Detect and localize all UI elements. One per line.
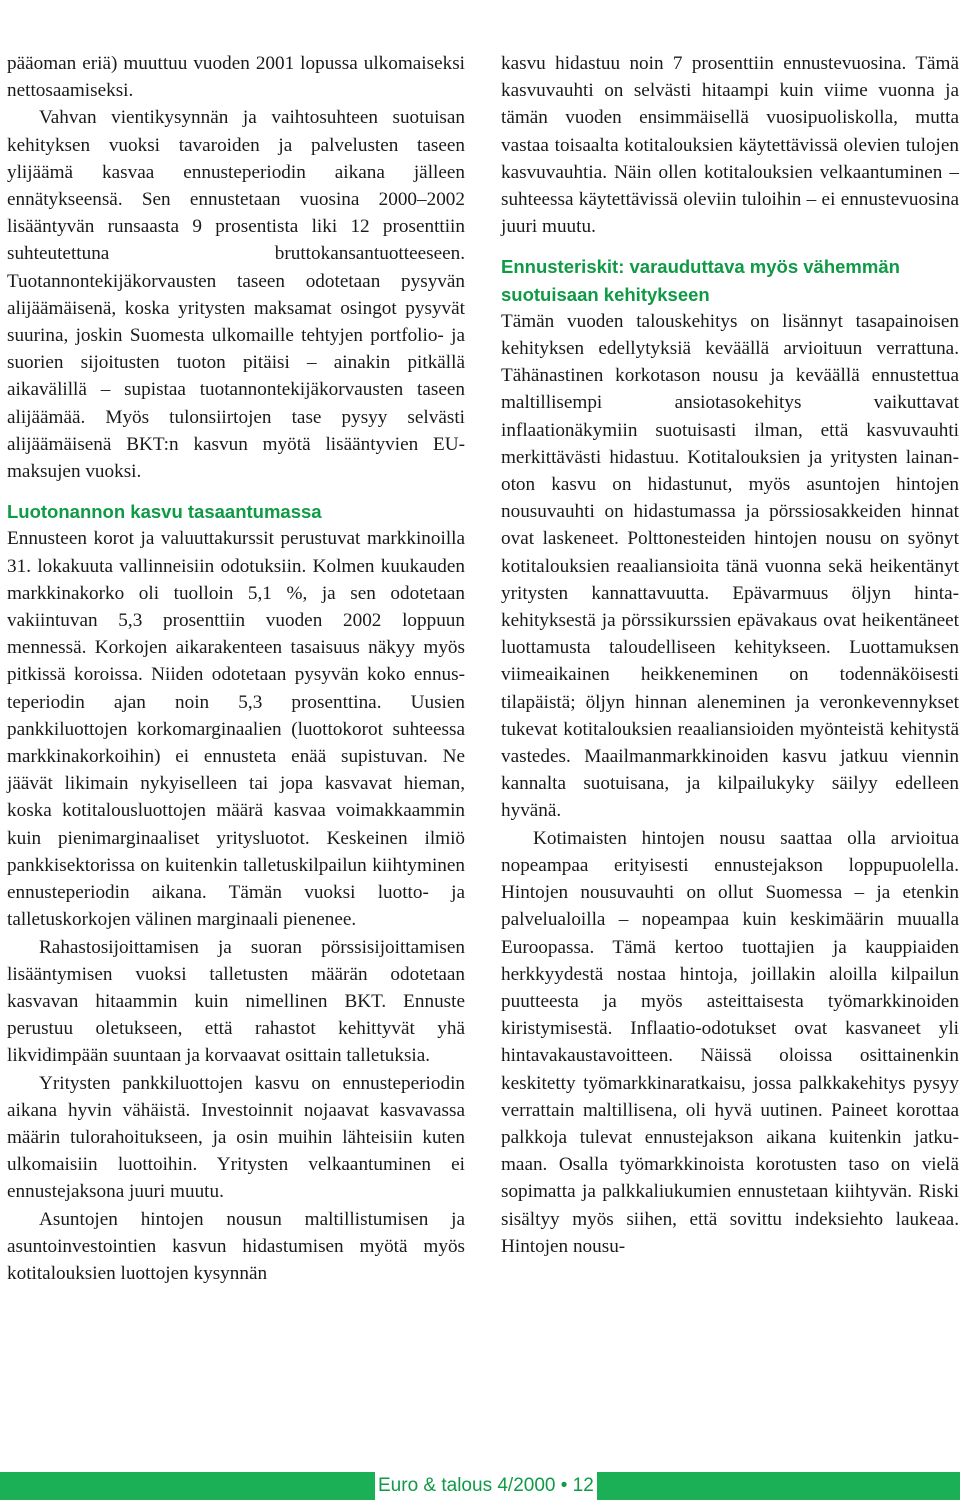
paragraph: pääoman eriä) muuttuu vuoden 2001 lopussa ulkomaiseksi nettosaamiseksi. bbox=[7, 53, 465, 102]
left-column bbox=[7, 50, 465, 1287]
paragraph: Rahastosijoittamisen ja suoran pörssisijoittamisen lisääntymisen vuoksi talletusten määrän odotetaan kasvavan hitaammin kuin nimellinen BKT. Ennuste perustuu oletukseen, että rahastot kehittyvät yhä likvidimpään suuntaan ja korvaavat osittain talletuksia. bbox=[7, 936, 465, 1067]
paragraph: Asuntojen hintojen nousun maltillistumisen ja asuntoinvestointien kasvun hidastumisen myötä myös kotitalouksien luottojen kysynnän bbox=[7, 1208, 465, 1284]
right-column bbox=[501, 50, 959, 1260]
footer-label: Euro & talous 4/2000 • 12 bbox=[375, 1472, 597, 1500]
paragraph: Vahvan vientikysynnän ja vaihtosuhteen suotuisan kehityksen vuoksi tavaroiden ja palvelusten taseen ylijäämä kasvaa ennusteperiodin aikana jälleen ennätykseensä. Sen ennustetaan vuosina 2000–2002 lisääntyvän runsaasta 9 prosentista liki 12 prosenttiin suhteutettuna bruttokansantuotteeseen. Tuotannontekijäkorvausten taseen odotetaan pysyvän alijäämäisenä, koska yritysten maksamat osingot pysyvät suurina, joskin Suomesta ulkomaille tehtyjen portfolio- ja suorien sijoitusten tuoton pitäisi – ainakin pitkällä aikavälillä – supistaa tuotannontekijäkorvausten taseen alijäämää. Myös tulonsiirtojen tase pysyy selvästi alijäämäisenä BKT:n kasvun myötä lisääntyvien EU-maksujen vuoksi. bbox=[7, 107, 465, 483]
paragraph: Tämän vuoden talouskehitys on lisännyt tasapainoisen kehityksen edellytyksiä keväällä arvioituun verrattuna. Tähänastinen korkotason nousu ja keväällä ennustettua maltillisempi ansiotasokehitys vaikuttavat inflaationäkymiin suotuisasti ilman, että kasvuvauhti merkittävästi hidastuu. Kotitalouksien ja yritysten lainanoton kasvu on hidastunut, myös asuntojen hintojen nousuvauhti on hidastumassa ja pörssiosakkeiden hinnat ovat laskeneet. Polttonesteiden hintojen nousu on syönyt kotitalouksien reaaliansioita tänä vuonna sekä heikentänyt yritysten kannattavuutta. Epävarmuus öljyn hintakehityksestä ja pörssikurssien epävakaus ovat heikentäneet luottamusta taloudelliseen kehitykseen. Luottamuksen viimeaikainen heikkeneminen on todennäköisesti tilapäistä; öljyn hinnan aleneminen ja veronkevennykset tukevat kotitalouksien reaaliansioiden myönteistä kehitystä vastedes. Maailmanmarkkinoiden kasvu jatkuu viennin kannalta suotuisana, ja kilpailukyky säilyy edelleen hyvänä. bbox=[501, 310, 959, 822]
paragraph: Kotimaisten hintojen nousu saattaa olla arvioitua nopeampaa erityisesti ennustejakson loppupuolella. Hintojen nousuvauhti on ollut Suomessa – ja etenkin palvelualoilla – nopeampaa kuin keskimäärin muualla Euroopassa. Tämä kertoo tuottajien ja kauppiaiden herkkyydestä nostaa hintoja, joillakin aloilla kilpailun puutteesta ja myös asteittaisesta työmarkkinoiden kiristymisestä. Inflaatio-odotukset ovat kasvaneet yli hintavakaustavoitteen. Näissä oloissa osittainenkin keskitetty työmarkkinaratkaisu, jossa palkkakehitys pysyy verrattain maltillisena, oli hyvä uutinen. Paineet korottaa palkkoja tulevat ennustejakson aikana kuitenkin jatkumaan. Osalla työmarkkinoista korotusten taso on vielä sopimatta ja palkkaliukumien ennustetaan kiihtyvän. Riski sisältyy myös siihen, että sovittu indeksiehto laukeaa. Hintojen nousu- bbox=[501, 827, 959, 1257]
footer-bar bbox=[0, 1472, 960, 1500]
section-heading: Ennusteriskit: varauduttava myös vähemmän suotuisaan kehitykseen bbox=[501, 256, 900, 305]
section-heading: Luotonannon kasvu tasaantumassa bbox=[7, 501, 322, 523]
paragraph: Yritysten pankkiluottojen kasvu on ennusteperiodin aikana hyvin vähäistä. Investoinnit nojaavat kasvavassa määrin tulorahoitukseen, ja osin muihin lähteisiin kuten ulkomaisiin luottoihin. Yritysten velkaantuminen ei ennustejaksona juuri muutu. bbox=[7, 1072, 465, 1203]
paragraph: Ennusteen korot ja valuuttakurssit perustuvat markkinoilla 31. lokakuuta vallinneisiin odotuksiin. Kolmen kuukauden markkinakorko oli tuolloin 5,1 %, ja sen odotetaan vakiintuvan 5,3 prosenttiin vuoden 2002 loppuun mennessä. Korkojen aikarakenteen tasaisuus näkyy myös pitkissä koroissa. Niiden odotetaan pysyvän koko ennusteperiodin ajan noin 5,3 prosenttina. Uusien pankkiluottojen korkomarginaalien (luottokorot suhteessa markkinakorkoihin) ei ennusteta enää supistuvan. Ne jäävät likimain nykyiselleen tai jopa kasvavat hieman, koska kotitalousluottojen määrä kasvaa voimakkaammin kuin pienimarginaaliset yritysluotot. Keskeinen ilmiö pankkisektorissa on kuitenkin talletuskilpailun kiihtyminen ennusteperiodin aikana. Tämän vuoksi luotto- ja talletuskorkojen välinen marginaali pienenee. bbox=[7, 528, 465, 931]
paragraph: kasvu hidastuu noin 7 prosenttiin ennustevuosina. Tämä kasvuvauhti on selvästi hitaampi kuin viime vuonna ja tämän vuoden ensimmäisellä vuosipuoliskolla, mutta vastaa toisaalta kotitalouksien käytettävissä olevien tulojen kasvuvauhtia. Näin ollen kotitalouksien velkaantuminen – suhteessa käytettävissä oleviin tuloihin – ei ennustevuosina juuri muutu. bbox=[501, 53, 959, 238]
